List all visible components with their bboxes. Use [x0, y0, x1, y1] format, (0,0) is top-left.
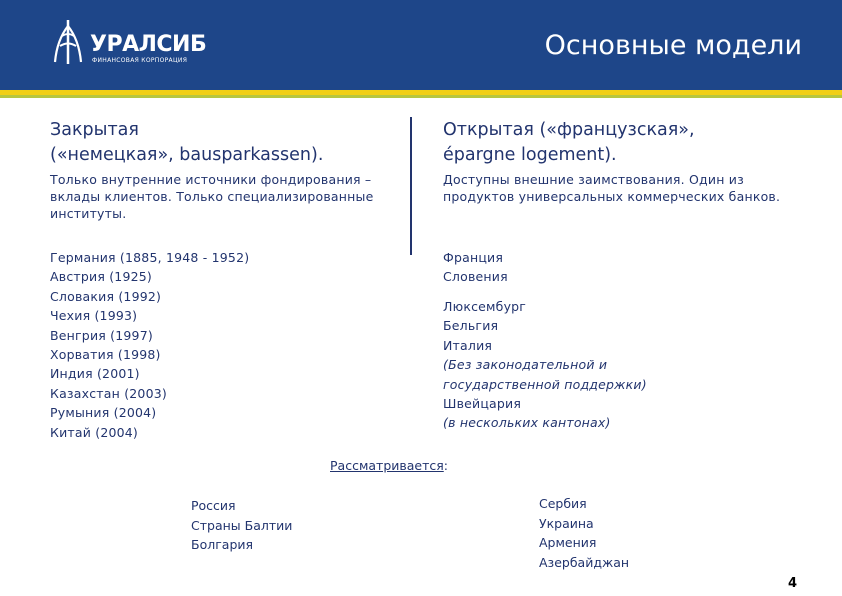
logo-subtitle: ФИНАНСОВАЯ КОРПОРАЦИЯ [92, 57, 188, 64]
list-item: Германия (1885, 1948 - 1952) [50, 250, 250, 265]
list-item: Венгрия (1997) [50, 327, 153, 343]
list-item: Азербайджан [539, 554, 630, 570]
right-title-line2: épargne logement). [443, 145, 617, 165]
considered-label: Рассматривается [330, 458, 444, 473]
list-item: Румыния (2004) [50, 405, 157, 421]
column-divider [410, 117, 412, 255]
list-item: Россия [191, 498, 236, 513]
list-item: Словакия (1992) [50, 288, 162, 304]
considered-heading [330, 457, 448, 475]
list-item: Китай (2004) [50, 424, 139, 440]
left-column-title [50, 118, 400, 168]
logo-name: УРАЛСИБ [90, 32, 207, 57]
list-item: Армения [539, 535, 597, 550]
right-country-list-1 [443, 248, 793, 287]
left-column-description: Только внутренние источники фондирования – вклады клиентов. Только специализированные институты. [50, 172, 374, 221]
list-note: государственной поддержки) [443, 376, 647, 392]
list-item: Казахстан (2003) [50, 385, 167, 401]
list-item: Болгария [191, 537, 254, 552]
list-item: Сербия [539, 496, 587, 511]
list-item: Франция [443, 250, 504, 265]
list-note: (в нескольких кантонах) [443, 415, 611, 431]
list-note: (Без законодательной и [443, 357, 608, 373]
considered-colon: : [443, 458, 448, 473]
list-item: Страны Балтии [191, 517, 293, 533]
uralsib-emblem-icon [50, 18, 86, 68]
right-column-description: Доступны внешние заимствования. Один из продуктов универсальных коммерческих банков. [443, 172, 781, 204]
page-number: 4 [788, 576, 798, 591]
right-title-line1: Открытая («французская», [443, 120, 695, 140]
left-title-line2: («немецкая», bausparkassen). [50, 145, 324, 165]
considered-list-right [539, 494, 629, 572]
uralsib-logo [50, 18, 210, 68]
list-item: Бельгия [443, 318, 499, 334]
right-column-title [443, 118, 793, 168]
slide-title: Основные модели [544, 30, 802, 61]
list-item: Индия (2001) [50, 366, 140, 382]
list-item: Австрия (1925) [50, 269, 152, 285]
list-item: Украина [539, 515, 594, 531]
considered-list-left [191, 496, 292, 555]
list-item: Италия [443, 337, 493, 353]
list-item: Люксембург [443, 299, 527, 314]
list-item: Швейцария [443, 396, 522, 412]
left-title-line1: Закрытая [50, 120, 139, 140]
left-country-list [50, 248, 400, 442]
right-country-list-2 [443, 297, 793, 433]
list-item: Хорватия (1998) [50, 347, 161, 363]
list-item: Словения [443, 269, 508, 285]
list-item: Чехия (1993) [50, 308, 138, 324]
header-stripe-green [0, 95, 842, 98]
